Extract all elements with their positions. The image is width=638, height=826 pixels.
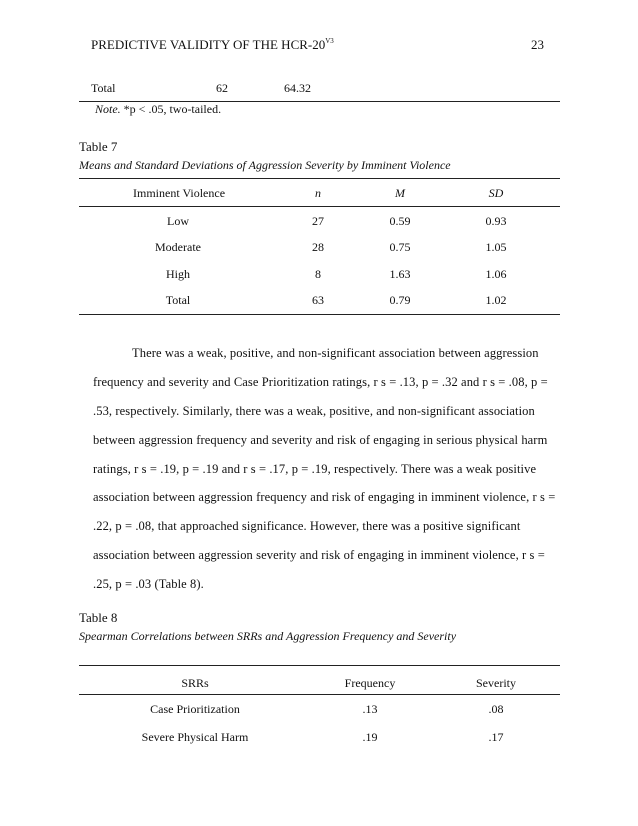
table7-row-low-label: Low bbox=[167, 214, 189, 228]
table7-row-moderate-n: 28 bbox=[312, 240, 324, 254]
table7-header-m: M bbox=[395, 186, 405, 200]
table7-row-low-sd: 0.93 bbox=[485, 214, 507, 228]
table8-header-frequency: Frequency bbox=[344, 676, 396, 690]
page-number: 23 bbox=[531, 37, 544, 52]
table7-bottom-rule bbox=[79, 314, 560, 315]
table8-row-case-prioritization-severity: .08 bbox=[488, 702, 504, 716]
paragraph-line-7: .22, p = .08, that approached significance. However, there was a positive significant bbox=[93, 519, 521, 533]
table7-top-rule bbox=[79, 178, 560, 179]
table8-row-severe-physical-harm-frequency: .19 bbox=[362, 730, 378, 744]
table-note bbox=[95, 102, 221, 117]
prev-table-total-value: 64.32 bbox=[284, 81, 311, 95]
paragraph-line-5: ratings, r s = .19, p = .19 and r s = .17, p = .19, respectively. There was a weak positive bbox=[93, 462, 537, 476]
table7-row-high-sd: 1.06 bbox=[485, 267, 507, 281]
table7-row-moderate-m: 0.75 bbox=[389, 240, 411, 254]
note-text: *p < .05, two-tailed. bbox=[120, 102, 222, 116]
paragraph-line-1: There was a weak, positive, and non-significant association between aggression bbox=[132, 346, 539, 360]
table7-label: Table 7 bbox=[79, 139, 118, 154]
table8-row-case-prioritization-label: Case Prioritization bbox=[150, 702, 240, 716]
table7-row-total-m: 0.79 bbox=[389, 293, 411, 307]
running-title: PREDICTIVE VALIDITY OF THE HCR-20 bbox=[91, 37, 326, 52]
table7-row-low-m: 0.59 bbox=[389, 214, 411, 228]
paragraph-line-4: between aggression frequency and severity and risk of engaging in serious physical harm bbox=[93, 433, 548, 447]
running-header bbox=[91, 37, 334, 53]
table7-row-moderate-label: Moderate bbox=[155, 240, 201, 254]
table7-header-n: n bbox=[315, 186, 321, 200]
table8-row-severe-physical-harm-label: Severe Physical Harm bbox=[141, 730, 249, 744]
table7-row-low-n: 27 bbox=[312, 214, 324, 228]
table7-row-total-sd: 1.02 bbox=[485, 293, 507, 307]
paragraph-line-2: frequency and severity and Case Prioritization ratings, r s = .13, p = .32 and r s = .08, p = bbox=[93, 375, 548, 389]
table8-top-rule bbox=[79, 665, 560, 666]
paragraph-line-6: association between aggression frequency and risk of engaging in imminent violence, r s = bbox=[93, 490, 556, 504]
running-title-superscript: V3 bbox=[325, 37, 334, 45]
prev-table-total-label: Total bbox=[91, 81, 116, 95]
table7-header-sd: SD bbox=[488, 186, 504, 200]
table7-row-moderate-sd: 1.05 bbox=[485, 240, 507, 254]
table7-row-total-n: 63 bbox=[312, 293, 324, 307]
table7-row-high-label: High bbox=[166, 267, 190, 281]
table8-row-severe-physical-harm-severity: .17 bbox=[488, 730, 504, 744]
table8-label: Table 8 bbox=[79, 610, 118, 625]
paragraph-line-3: .53, respectively. Similarly, there was a weak, positive, and non-significant association bbox=[93, 404, 535, 418]
table8-row-case-prioritization-frequency: .13 bbox=[362, 702, 378, 716]
table7-row-high-n: 8 bbox=[315, 267, 321, 281]
table7-header-imminent-violence: Imminent Violence bbox=[133, 186, 226, 200]
table7-caption: Means and Standard Deviations of Aggression Severity by Imminent Violence bbox=[79, 158, 451, 172]
table7-row-high-m: 1.63 bbox=[389, 267, 411, 281]
paragraph-line-9: .25, p = .03 (Table 8). bbox=[93, 577, 204, 591]
prev-table-total-n: 62 bbox=[216, 81, 228, 95]
paragraph-line-8: association between aggression severity and risk of engaging in imminent violence, r s = bbox=[93, 548, 545, 562]
table8-caption: Spearman Correlations between SRRs and Aggression Frequency and Severity bbox=[79, 629, 457, 643]
table8-header-srrs: SRRs bbox=[181, 676, 209, 690]
note-label: Note. bbox=[95, 102, 121, 116]
table7-header-rule bbox=[79, 206, 560, 207]
table7-row-total-label: Total bbox=[165, 293, 191, 307]
table8-header-rule bbox=[79, 694, 560, 695]
table8-header-severity: Severity bbox=[476, 676, 516, 690]
